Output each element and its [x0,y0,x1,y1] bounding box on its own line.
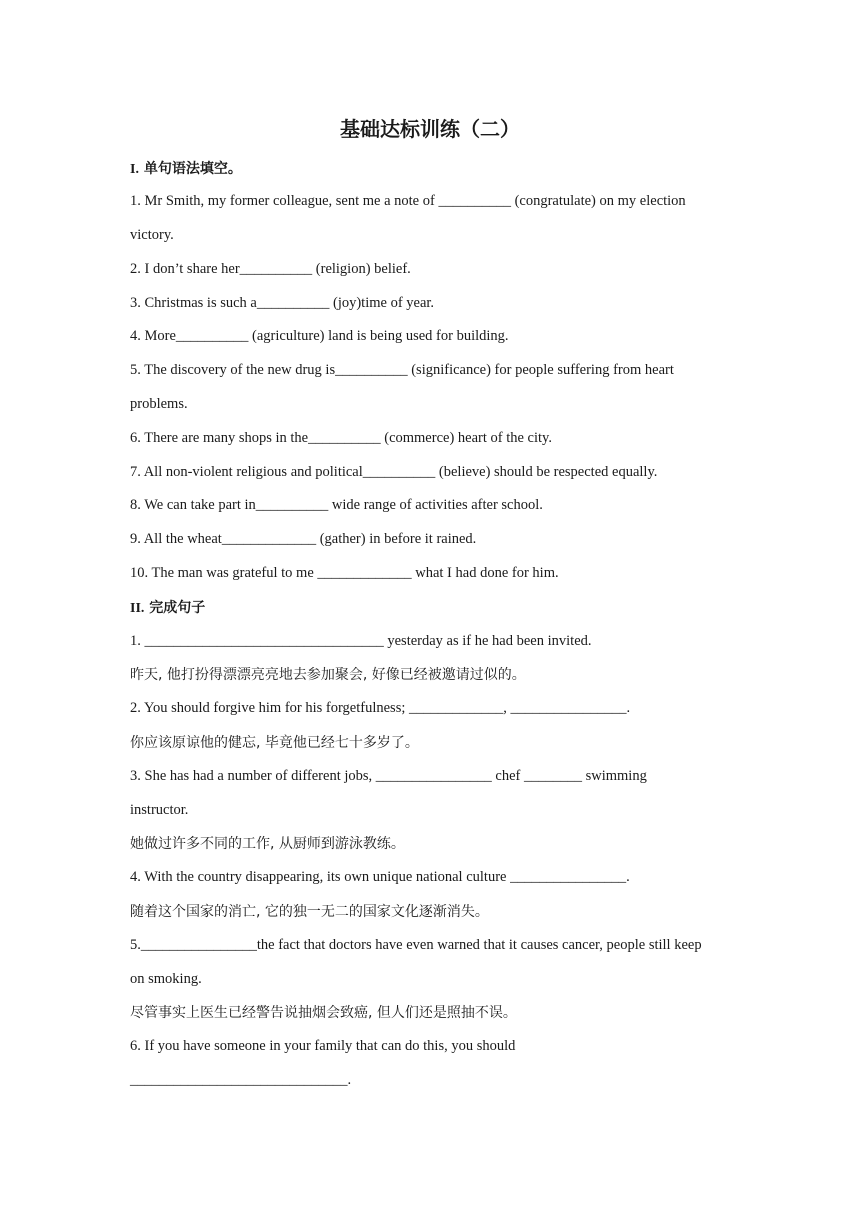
translation-line: 昨天, 他打扮得漂漂亮亮地去参加聚会, 好像已经被邀请过似的。 [130,667,526,683]
exercise-line: 6. There are many shops in the__________ (commerce) heart of the city. [130,430,552,446]
exercise-line: 8. We can take part in__________ wide range of activities after school. [130,497,543,513]
exercise-line: 1. Mr Smith, my former colleague, sent me a note of __________ (congratulate) on my election [130,193,686,209]
translation-line: 你应该原谅他的健忘, 毕竟他已经七十多岁了。 [130,735,419,751]
exercise-line: problems. [130,396,188,412]
exercise-line: 5.________________the fact that doctors have even warned that it causes cancer, people still keep [130,937,702,953]
exercise-line: 1. _________________________________ yesterday as if he had been invited. [130,633,592,649]
exercise-line: 2. You should forgive him for his forgetfulness; _____________, ________________. [130,700,631,716]
translation-line: 随着这个国家的消亡, 它的独一无二的国家文化逐渐消失。 [130,904,489,920]
exercise-line: 10. The man was grateful to me _____________ what I had done for him. [130,565,559,581]
exercise-line: 7. All non-violent religious and political__________ (believe) should be respected equally. [130,464,658,480]
exercise-line: 4. More__________ (agriculture) land is being used for building. [130,328,509,344]
document-title: 基础达标训练（二） [340,117,520,141]
exercise-line: 9. All the wheat_____________ (gather) in before it rained. [130,531,477,547]
exercise-line: 3. Christmas is such a__________ (joy)time of year. [130,295,435,311]
exercise-line: 6. If you have someone in your family that can do this, you should [130,1038,516,1054]
translation-line: 她做过许多不同的工作, 从厨师到游泳教练。 [130,836,405,852]
exercise-line: 3. She has had a number of different jobs, ________________ chef ________ swimming [130,768,647,784]
exercise-line: 4. With the country disappearing, its own unique national culture ________________. [130,869,630,885]
translation-line: 尽管事实上医生已经警告说抽烟会致癌, 但人们还是照抽不误。 [130,1005,517,1021]
exercise-line: instructor. [130,802,189,818]
exercise-line: ______________________________. [130,1072,352,1088]
section2-title: 完成句子 [149,600,206,616]
section2-heading [130,597,205,617]
section1-heading [130,158,242,178]
exercise-line: on smoking. [130,971,202,987]
exercise-line: victory. [130,227,174,243]
exercise-line: 5. The discovery of the new drug is__________ (significance) for people suffering from heart [130,362,674,378]
exercise-line: 2. I don’t share her__________ (religion) belief. [130,261,411,277]
section1-title: 单句语法填空。 [143,161,242,177]
section1-number: I. [130,162,139,177]
section2-number: II. [130,601,145,616]
